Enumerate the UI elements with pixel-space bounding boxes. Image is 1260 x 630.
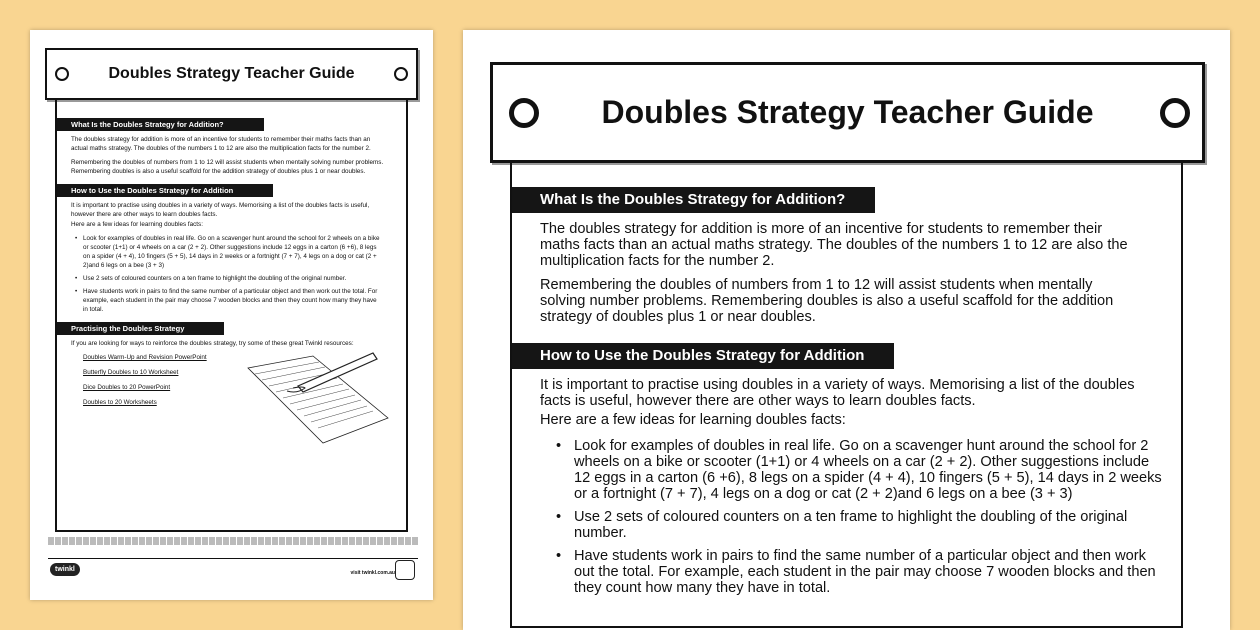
paragraph: Here are a few ideas for learning doubles facts: [71,221,203,228]
title-box [490,62,1205,163]
page-thumbnail [30,30,433,600]
quality-badge-icon [395,560,415,580]
paragraph: If you are looking for ways to reinforce the doubles strategy, try some of these great Twinkl resources: [71,340,354,347]
paragraph: Remembering the doubles of numbers from 1 to 12 will assist students when mentally solving number problems. Remembering doubles is also a useful scaffold for the addition strategy of doubles plus 1 or near doubles. [71,159,384,175]
page-title: Doubles Strategy Teacher Guide [108,65,355,82]
paragraph: It is important to practise using doubles in a variety of ways. Memorising a list of the doubles facts is useful, however there are other ways to learn doubles facts. [540,377,1135,409]
section-heading: How to Use the Doubles Strategy for Addition [512,343,894,369]
list-item: • Have students work in pairs to find the same number of a particular object and then work out the total. For example, each student in the pair may choose 7 wooden blocks and then they count how many they have in total. [574,548,1165,596]
list-item: • Look for examples of doubles in real life. Go on a scavenger hunt around the school for 2 wheels on a bike or scooter (1+1) or 4 wheels on a car (2 + 2). Other suggestions include 12 eggs in a carton (6 +6), 8 legs on a spider (4 + 4), 10 fingers (5 + 5), 14 days in 2 weeks or a fortnight (7 + 7), 4 legs on a dog or cat (2 + 2)and 6 legs on a bee (3 + 3) [83,234,382,270]
section-heading: What Is the Doubles Strategy for Addition? [512,187,875,213]
disclaimer-text [48,537,418,545]
section-what-is [57,118,406,176]
section-how-to [512,343,1181,596]
resource-link[interactable]: Doubles to 20 Worksheets [83,399,157,406]
page-title: Doubles Strategy Teacher Guide [601,94,1094,130]
content-box [510,163,1183,628]
ring-icon [55,67,69,81]
paragraph: Remembering the doubles of numbers from 1 to 12 will assist students when mentally solving number problems. Remembering doubles is also a useful scaffold for the addition strategy of doubles plus 1 or near doubles. [540,277,1114,325]
ring-icon [1160,98,1190,128]
list-item: • Look for examples of doubles in real life. Go on a scavenger hunt around the school for 2 wheels on a bike or scooter (1+1) or 4 wheels on a car (2 + 2). Other suggestions include 12 eggs in a carton (6 +6), 8 legs on a spider (4 + 4), 10 fingers (5 + 5), 14 days in 2 weeks or a fortnight (7 + 7), 4 legs on a dog or cat (2 + 2)and 6 legs on a bee (3 + 3) [574,438,1165,502]
section-heading: Practising the Doubles Strategy [57,322,224,335]
section-how-to [57,184,406,314]
resource-link[interactable]: Butterfly Doubles to 10 Worksheet [83,369,179,376]
paragraph: The doubles strategy for addition is more of an incentive for students to remember their maths facts than an actual maths strategy. The doubles of the numbers 1 to 12 are also the multiplication facts for the number 2. [71,136,371,152]
pen-and-paper-illustration [243,348,393,448]
list-item: • Use 2 sets of coloured counters on a ten frame to highlight the doubling of the original number. [574,509,1165,541]
page-zoomed [463,30,1230,630]
twinkl-logo: twinkl [50,563,80,576]
section-heading: How to Use the Doubles Strategy for Addition [57,184,273,197]
list-item: • Have students work in pairs to find the same number of a particular object and then work out the total. For example, each student in the pair may choose 7 wooden blocks and then they count how many they have in total. [83,287,382,314]
paragraph: The doubles strategy for addition is more of an incentive for students to remember their maths facts than an actual maths strategy. The doubles of the numbers 1 to 12 are also the multiplication facts for the number 2. [540,221,1128,269]
resource-link[interactable]: Doubles Warm-Up and Revision PowerPoint [83,354,207,361]
ring-icon [394,67,408,81]
website-text: visit twinkl.com.au [350,570,395,576]
title-box [45,48,418,100]
paragraph: It is important to practise using doubles in a variety of ways. Memorising a list of the doubles facts is useful, however there are other ways to learn doubles facts. [71,202,370,218]
section-what-is [512,187,1181,325]
list-item: • Use 2 sets of coloured counters on a ten frame to highlight the doubling of the original number. [83,274,382,283]
content-box [55,100,408,532]
resource-link[interactable]: Dice Doubles to 20 PowerPoint [83,384,171,391]
paragraph: Here are a few ideas for learning doubles facts: [540,412,846,428]
footer-divider [48,558,418,559]
section-heading: What Is the Doubles Strategy for Addition? [57,118,264,131]
ring-icon [509,98,539,128]
